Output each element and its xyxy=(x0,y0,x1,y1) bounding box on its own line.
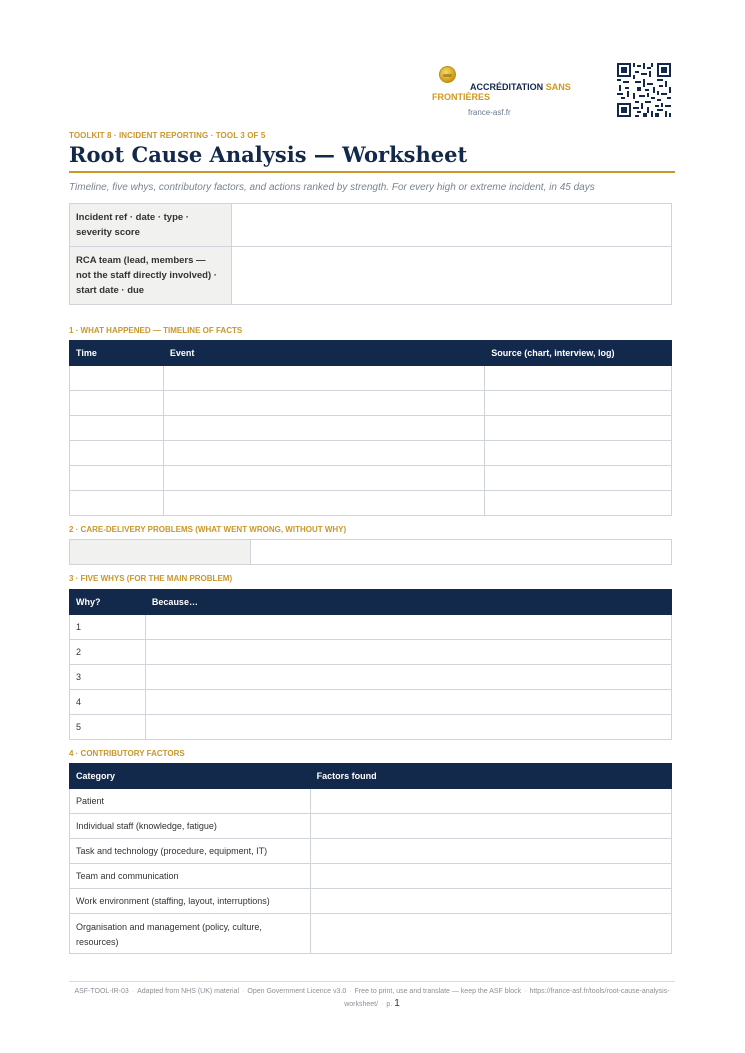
factors-cell[interactable] xyxy=(310,814,671,839)
table-row xyxy=(70,715,672,740)
footer-doc-code: ASF-TOOL-IR-03 xyxy=(74,988,129,995)
category-cell: Task and technology (procedure, equipment, IT) xyxy=(70,839,311,864)
rca-team-field[interactable] xyxy=(232,247,672,305)
col-header-event: Event xyxy=(163,341,484,366)
table-row xyxy=(70,441,672,466)
because-cell[interactable] xyxy=(145,690,671,715)
rca-team-label xyxy=(70,247,232,305)
brand-logo-block xyxy=(430,64,600,124)
table-row xyxy=(70,889,672,914)
label-line: not the staff directly involved) · xyxy=(76,270,217,281)
page-footer xyxy=(69,986,675,1011)
category-cell: Individual staff (knowledge, fatigue) xyxy=(70,814,311,839)
table-row xyxy=(70,814,672,839)
five-whys-header-row xyxy=(70,590,672,615)
table-row xyxy=(70,914,672,954)
incident-ref-field[interactable] xyxy=(232,204,672,247)
factors-cell[interactable] xyxy=(310,789,671,814)
source-cell[interactable] xyxy=(485,491,672,516)
incident-info-table xyxy=(69,203,672,305)
why-number: 2 xyxy=(70,640,146,665)
time-cell[interactable] xyxy=(70,366,164,391)
care-problems-label-cell xyxy=(70,540,251,564)
footer-separator: · xyxy=(524,988,527,995)
table-row xyxy=(70,466,672,491)
footer-page-number: 1 xyxy=(394,998,400,1009)
toolkit-kicker: TOOLKIT 8 · INCIDENT REPORTING · TOOL 3 OF 5 xyxy=(69,131,266,140)
because-cell[interactable] xyxy=(145,665,671,690)
category-cell: Team and communication xyxy=(70,864,311,889)
col-header-time: Time xyxy=(70,341,164,366)
time-cell[interactable] xyxy=(70,491,164,516)
col-header-source: Source (chart, interview, log) xyxy=(485,341,672,366)
col-header-because: Because… xyxy=(145,590,671,615)
label-line: Incident ref · date · type · xyxy=(76,212,189,223)
because-cell[interactable] xyxy=(145,715,671,740)
table-row xyxy=(70,391,672,416)
brand-name-line1 xyxy=(470,82,571,92)
source-cell[interactable] xyxy=(485,416,672,441)
care-problems-row xyxy=(69,539,672,565)
label-line: start date · due xyxy=(76,285,145,296)
category-cell: Patient xyxy=(70,789,311,814)
time-cell[interactable] xyxy=(70,441,164,466)
brand-url[interactable]: france-asf.fr xyxy=(468,108,511,117)
col-header-category: Category xyxy=(70,764,311,789)
event-cell[interactable] xyxy=(163,441,484,466)
table-row xyxy=(70,665,672,690)
footer-free-use: Free to print, use and translate — keep the ASF block xyxy=(354,988,522,995)
table-row xyxy=(70,491,672,516)
source-cell[interactable] xyxy=(485,441,672,466)
event-cell[interactable] xyxy=(163,466,484,491)
incident-info-row xyxy=(70,204,672,247)
table-row xyxy=(70,789,672,814)
col-header-factors-found: Factors found xyxy=(310,764,671,789)
category-cell: Work environment (staffing, layout, interruptions) xyxy=(70,889,311,914)
event-cell[interactable] xyxy=(163,391,484,416)
contributory-factors-table xyxy=(69,763,672,954)
factors-header-row xyxy=(70,764,672,789)
source-cell[interactable] xyxy=(485,466,672,491)
time-cell[interactable] xyxy=(70,466,164,491)
category-cell: Organisation and management (policy, culture, resources) xyxy=(70,914,311,954)
table-row xyxy=(70,615,672,640)
event-cell[interactable] xyxy=(163,366,484,391)
source-cell[interactable] xyxy=(485,391,672,416)
factors-cell[interactable] xyxy=(310,839,671,864)
section-heading-five-whys: 3 · FIVE WHYS (FOR THE MAIN PROBLEM) xyxy=(69,574,233,583)
table-row xyxy=(70,416,672,441)
footer-separator: · xyxy=(242,988,245,995)
footer-page-label: p. xyxy=(386,1001,393,1008)
footer-link[interactable]: https://france-asf.fr/tools/root-cause-analysis-worksheet/ xyxy=(344,988,670,1008)
source-cell[interactable] xyxy=(485,366,672,391)
section-heading-timeline: 1 · WHAT HAPPENED — TIMELINE OF FACTS xyxy=(69,326,243,335)
section-heading-care-problems: 2 · CARE-DELIVERY PROBLEMS (WHAT WENT WRONG, WITHOUT WHY) xyxy=(69,525,347,534)
factors-cell[interactable] xyxy=(310,914,671,954)
title-divider xyxy=(69,171,675,173)
col-header-why: Why? xyxy=(70,590,146,615)
page-subtitle: Timeline, five whys, contributory factors, and actions ranked by strength. For every high or extreme incident, in 45 days xyxy=(69,182,595,193)
label-line: RCA team (lead, members — xyxy=(76,255,206,266)
why-number: 3 xyxy=(70,665,146,690)
footer-licence: Open Government Licence v3.0 xyxy=(247,988,347,995)
label-line: severity score xyxy=(76,227,140,238)
footer-divider xyxy=(69,981,675,982)
table-row xyxy=(70,366,672,391)
qr-code-icon xyxy=(617,63,671,117)
table-row xyxy=(70,839,672,864)
footer-separator: · xyxy=(131,988,135,995)
footer-separator: · xyxy=(349,988,352,995)
because-cell[interactable] xyxy=(145,615,671,640)
care-problems-field[interactable] xyxy=(251,540,671,564)
because-cell[interactable] xyxy=(145,640,671,665)
timeline-table xyxy=(69,340,672,516)
page-title: Root Cause Analysis — Worksheet xyxy=(69,142,468,167)
footer-separator: · xyxy=(381,1001,384,1008)
brand-word-accreditation: ACCRÉDITATION xyxy=(470,82,544,92)
time-cell[interactable] xyxy=(70,416,164,441)
rca-team-row xyxy=(70,247,672,305)
table-row xyxy=(70,640,672,665)
section-heading-contributory-factors: 4 · CONTRIBUTORY FACTORS xyxy=(69,749,185,758)
factors-cell[interactable] xyxy=(310,889,671,914)
timeline-header-row xyxy=(70,341,672,366)
footer-adapted: Adapted from NHS (UK) material xyxy=(137,988,240,995)
event-cell[interactable] xyxy=(163,416,484,441)
five-whys-table xyxy=(69,589,672,740)
brand-name-line2: FRONTIÈRES xyxy=(432,92,491,102)
why-number: 4 xyxy=(70,690,146,715)
why-number: 1 xyxy=(70,615,146,640)
table-row xyxy=(70,864,672,889)
brand-word-sans: SANS xyxy=(545,82,571,92)
time-cell[interactable] xyxy=(70,391,164,416)
incident-ref-label xyxy=(70,204,232,247)
gold-seal-icon xyxy=(439,66,456,83)
table-row xyxy=(70,690,672,715)
factors-cell[interactable] xyxy=(310,864,671,889)
event-cell[interactable] xyxy=(163,491,484,516)
why-number: 5 xyxy=(70,715,146,740)
